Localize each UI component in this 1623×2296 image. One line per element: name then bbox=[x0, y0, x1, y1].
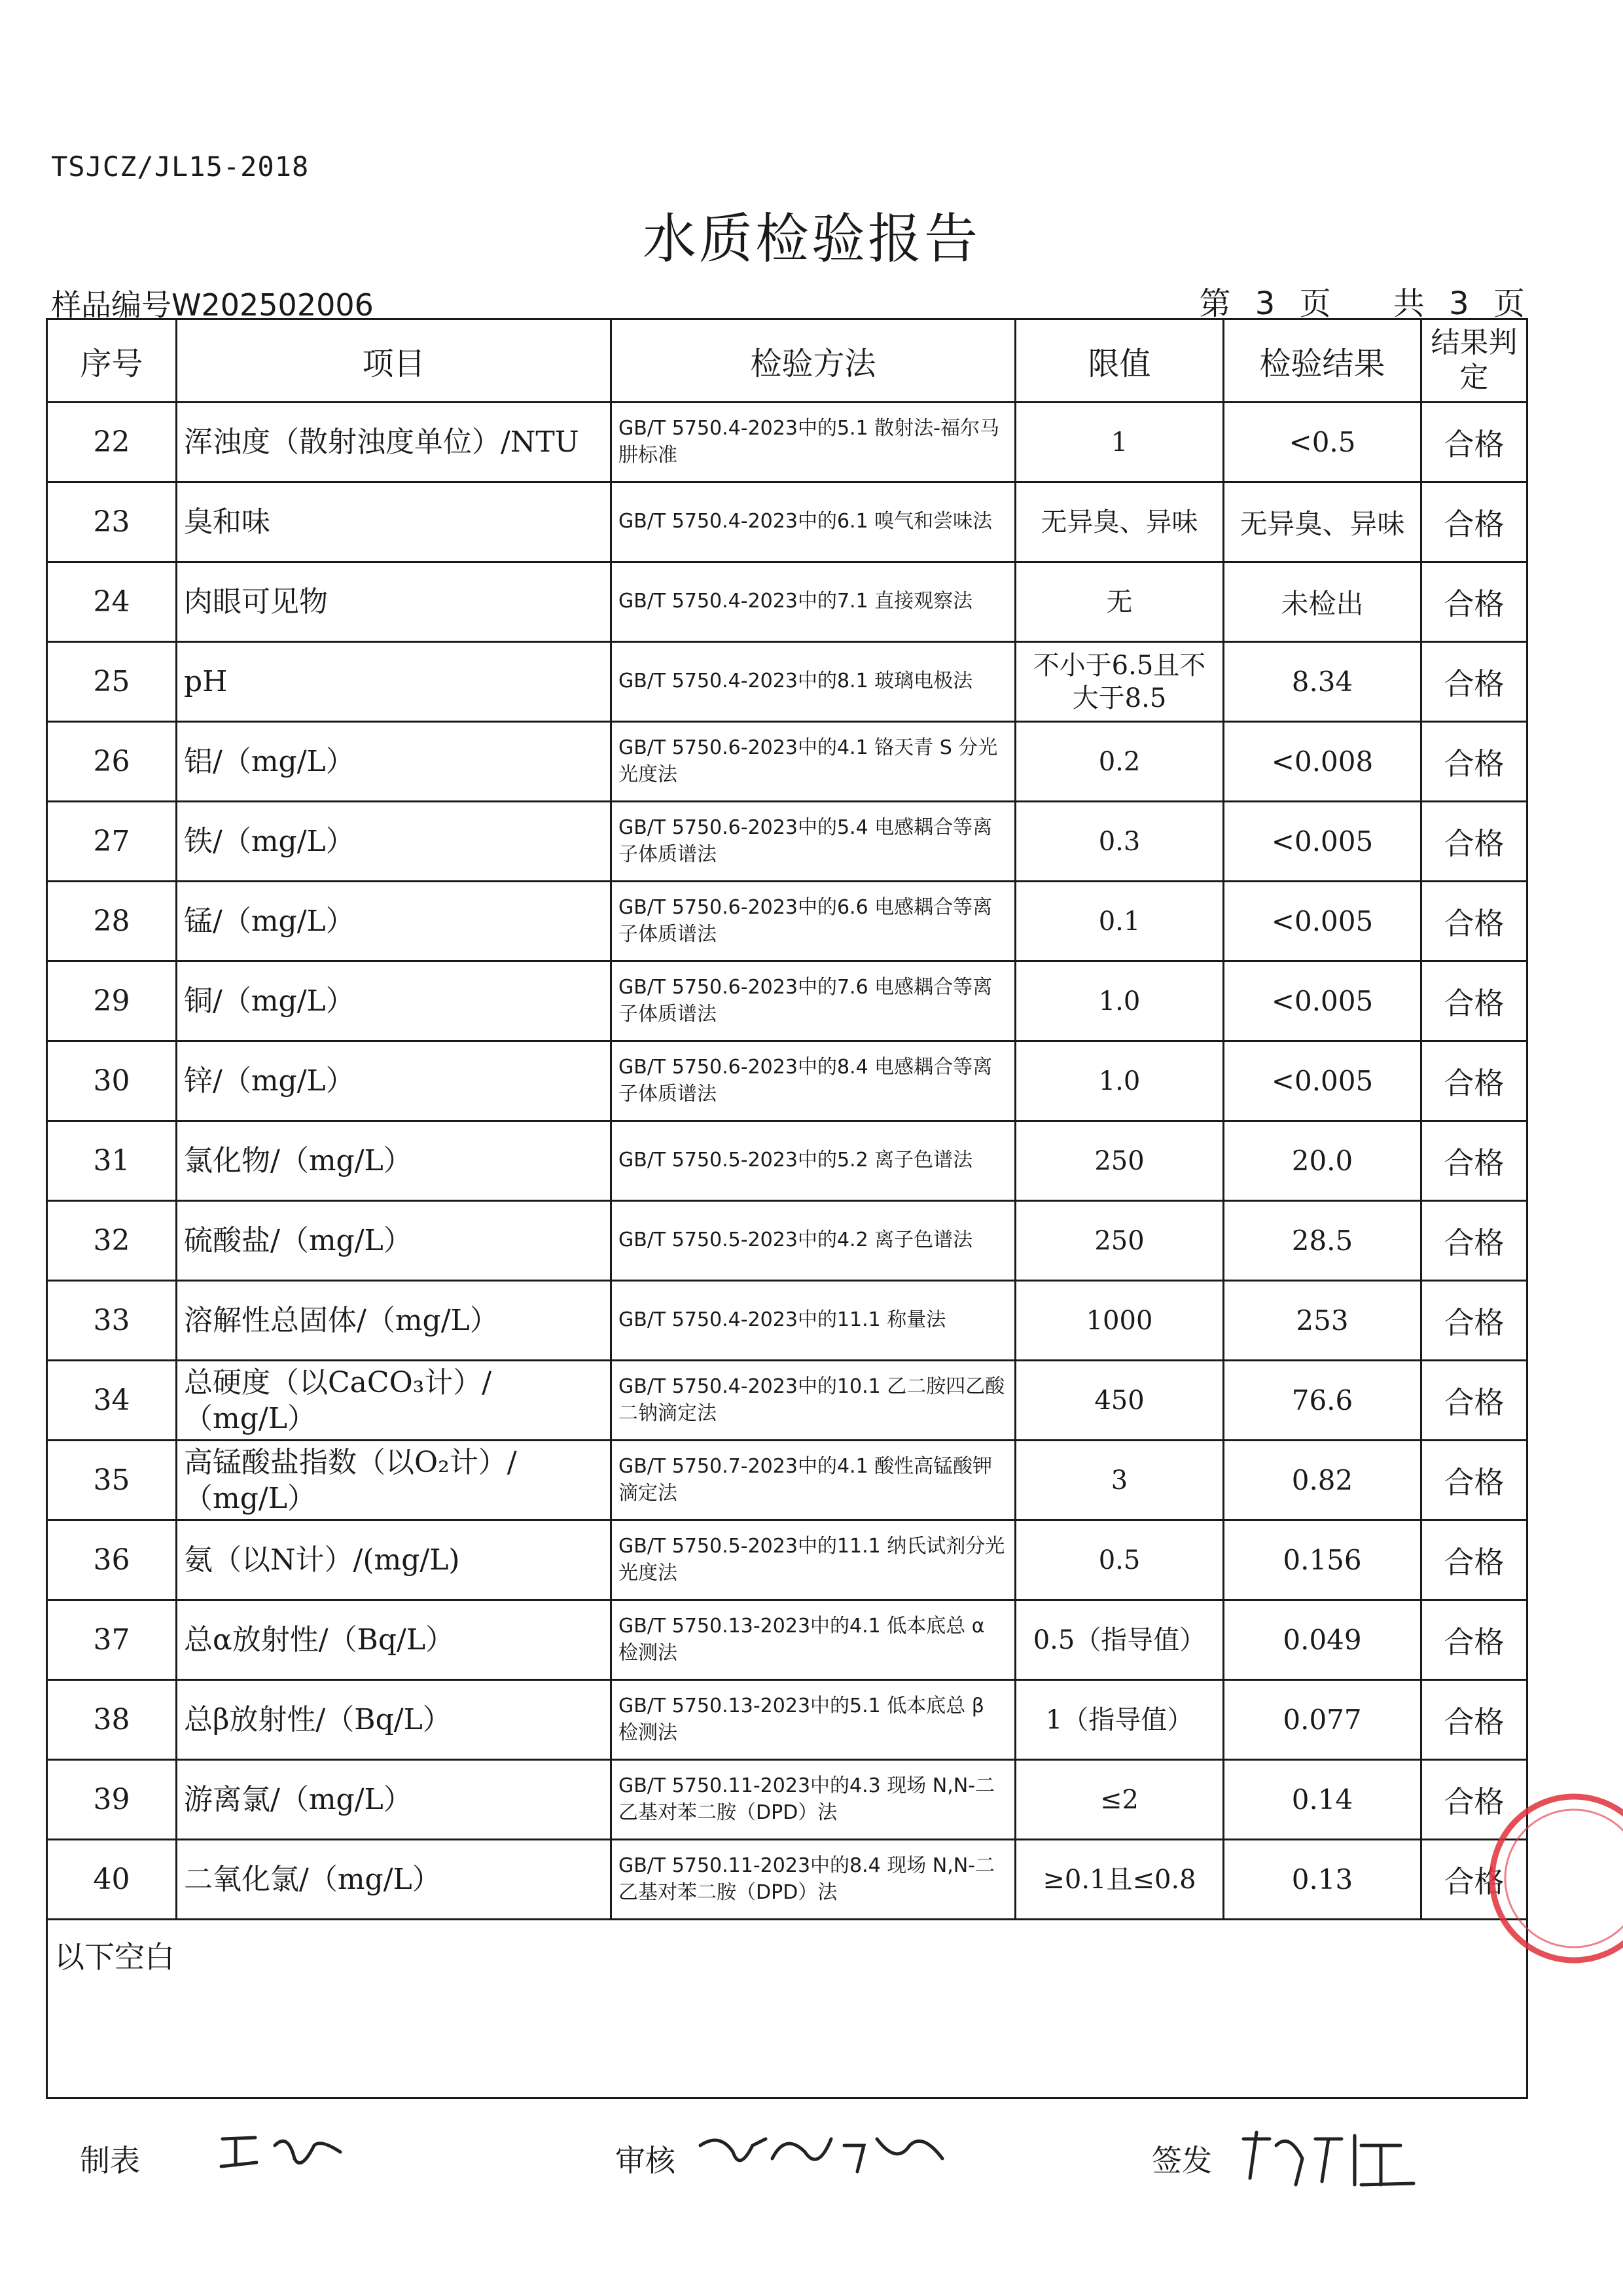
cell-result: 无异臭、异味 bbox=[1224, 482, 1421, 562]
cell-limit: 0.3 bbox=[1016, 802, 1224, 882]
column-header-method: 检验方法 bbox=[611, 319, 1016, 403]
cell-no: 22 bbox=[47, 403, 177, 482]
cell-verdict: 合格 bbox=[1421, 1441, 1527, 1520]
table-row bbox=[47, 1600, 1527, 1680]
inspection-table bbox=[46, 318, 1528, 2099]
cell-method: GB/T 5750.4-2023中的11.1 称量法 bbox=[611, 1281, 1016, 1361]
cell-method: GB/T 5750.6-2023中的4.1 铬天青 S 分光光度法 bbox=[611, 722, 1016, 802]
cell-method: GB/T 5750.4-2023中的7.1 直接观察法 bbox=[611, 562, 1016, 642]
cell-result: <0.005 bbox=[1224, 802, 1421, 882]
cell-verdict: 合格 bbox=[1421, 642, 1527, 722]
cell-item: 臭和味 bbox=[177, 482, 611, 562]
table-row bbox=[47, 1680, 1527, 1760]
cell-verdict: 合格 bbox=[1421, 562, 1527, 642]
cell-result: 8.34 bbox=[1224, 642, 1421, 722]
cell-no: 30 bbox=[47, 1041, 177, 1121]
sample-number: 样品编号W202502006 bbox=[51, 287, 374, 323]
table-row bbox=[47, 1441, 1527, 1520]
cell-limit: 1 bbox=[1016, 403, 1224, 482]
cell-limit: 3 bbox=[1016, 1441, 1224, 1520]
cell-result: <0.005 bbox=[1224, 961, 1421, 1041]
column-header-limit: 限值 bbox=[1016, 319, 1224, 403]
cell-verdict: 合格 bbox=[1421, 882, 1527, 961]
document-code: TSJCZ/JL15-2018 bbox=[51, 151, 310, 183]
table-row bbox=[47, 802, 1527, 882]
page-total-prefix: 共 bbox=[1393, 285, 1425, 322]
cell-item: 总β放射性/（Bq/L） bbox=[177, 1680, 611, 1760]
table-row bbox=[47, 1520, 1527, 1600]
cell-result: 253 bbox=[1224, 1281, 1421, 1361]
cell-limit: 1（指导值） bbox=[1016, 1680, 1224, 1760]
page-indicator bbox=[1185, 278, 1525, 323]
cell-verdict: 合格 bbox=[1421, 1041, 1527, 1121]
cell-no: 33 bbox=[47, 1281, 177, 1361]
cell-no: 29 bbox=[47, 961, 177, 1041]
table-row bbox=[47, 482, 1527, 562]
cell-method: GB/T 5750.6-2023中的6.6 电感耦合等离子体质谱法 bbox=[611, 882, 1016, 961]
cell-item: 氨（以N计）/(mg/L) bbox=[177, 1520, 611, 1600]
document-title: 水质检验报告 bbox=[642, 208, 980, 270]
cell-method: GB/T 5750.4-2023中的8.1 玻璃电极法 bbox=[611, 642, 1016, 722]
cell-limit: 0.5（指导值） bbox=[1016, 1600, 1224, 1680]
cell-limit: ≤2 bbox=[1016, 1760, 1224, 1840]
cell-item: 总α放射性/（Bq/L） bbox=[177, 1600, 611, 1680]
table-row bbox=[47, 1361, 1527, 1441]
cell-method: GB/T 5750.5-2023中的4.2 离子色谱法 bbox=[611, 1201, 1016, 1281]
cell-method: GB/T 5750.6-2023中的5.4 电感耦合等离子体质谱法 bbox=[611, 802, 1016, 882]
cell-limit: 无 bbox=[1016, 562, 1224, 642]
cell-no: 31 bbox=[47, 1121, 177, 1201]
cell-limit: 250 bbox=[1016, 1201, 1224, 1281]
cell-no: 23 bbox=[47, 482, 177, 562]
cell-verdict: 合格 bbox=[1421, 722, 1527, 802]
cell-no: 37 bbox=[47, 1600, 177, 1680]
cell-method: GB/T 5750.5-2023中的5.2 离子色谱法 bbox=[611, 1121, 1016, 1201]
table-row bbox=[47, 1121, 1527, 1201]
cell-item: 硫酸盐/（mg/L） bbox=[177, 1201, 611, 1281]
cell-limit: 1.0 bbox=[1016, 1041, 1224, 1121]
cell-no: 26 bbox=[47, 722, 177, 802]
cell-no: 34 bbox=[47, 1361, 177, 1441]
cell-method: GB/T 5750.6-2023中的7.6 电感耦合等离子体质谱法 bbox=[611, 961, 1016, 1041]
cell-item: 铝/（mg/L） bbox=[177, 722, 611, 802]
page-suffix: 页 bbox=[1493, 285, 1525, 322]
cell-result: 76.6 bbox=[1224, 1361, 1421, 1441]
cell-item: 铜/（mg/L） bbox=[177, 961, 611, 1041]
cell-item: 氯化物/（mg/L） bbox=[177, 1121, 611, 1201]
cell-limit: ≥0.1且≤0.8 bbox=[1016, 1840, 1224, 1920]
cell-no: 32 bbox=[47, 1201, 177, 1281]
cell-method: GB/T 5750.6-2023中的8.4 电感耦合等离子体质谱法 bbox=[611, 1041, 1016, 1121]
cell-method: GB/T 5750.4-2023中的5.1 散射法-福尔马肼标准 bbox=[611, 403, 1016, 482]
cell-limit: 不小于6.5且不大于8.5 bbox=[1016, 642, 1224, 722]
table-row bbox=[47, 1840, 1527, 1920]
cell-result: <0.005 bbox=[1224, 882, 1421, 961]
column-header-item: 项目 bbox=[177, 319, 611, 403]
cell-result: 0.049 bbox=[1224, 1600, 1421, 1680]
cell-verdict: 合格 bbox=[1421, 802, 1527, 882]
cell-limit: 0.5 bbox=[1016, 1520, 1224, 1600]
cell-verdict: 合格 bbox=[1421, 1121, 1527, 1201]
table-row bbox=[47, 1760, 1527, 1840]
cell-limit: 无异臭、异味 bbox=[1016, 482, 1224, 562]
table-header-row bbox=[47, 319, 1527, 403]
issued-by-label: 签发 bbox=[1152, 2143, 1212, 2178]
cell-item: 锰/（mg/L） bbox=[177, 882, 611, 961]
cell-method: GB/T 5750.11-2023中的8.4 现场 N,N-二乙基对苯二胺（DPD）法 bbox=[611, 1840, 1016, 1920]
column-header-no: 序号 bbox=[47, 319, 177, 403]
cell-limit: 450 bbox=[1016, 1361, 1224, 1441]
cell-method: GB/T 5750.5-2023中的11.1 纳氏试剂分光光度法 bbox=[611, 1520, 1016, 1600]
cell-result: 0.14 bbox=[1224, 1760, 1421, 1840]
cell-method: GB/T 5750.11-2023中的4.3 现场 N,N-二乙基对苯二胺（DPD）法 bbox=[611, 1760, 1016, 1840]
cell-no: 39 bbox=[47, 1760, 177, 1840]
cell-result: 0.13 bbox=[1224, 1840, 1421, 1920]
cell-item: 锌/（mg/L） bbox=[177, 1041, 611, 1121]
cell-verdict: 合格 bbox=[1421, 961, 1527, 1041]
cell-verdict: 合格 bbox=[1421, 1201, 1527, 1281]
reviewed-by-signature bbox=[694, 2119, 955, 2191]
cell-result: <0.008 bbox=[1224, 722, 1421, 802]
page-prefix: 第 bbox=[1199, 285, 1231, 322]
cell-item: 溶解性总固体/（mg/L） bbox=[177, 1281, 611, 1361]
column-header-verdict: 结果判定 bbox=[1421, 319, 1527, 403]
cell-verdict: 合格 bbox=[1421, 1281, 1527, 1361]
table-row bbox=[47, 562, 1527, 642]
cell-no: 24 bbox=[47, 562, 177, 642]
table-row bbox=[47, 1041, 1527, 1121]
table-row bbox=[47, 642, 1527, 722]
prepared-by-signature bbox=[216, 2119, 347, 2185]
table-row bbox=[47, 882, 1527, 961]
cell-result: <0.005 bbox=[1224, 1041, 1421, 1121]
table-row bbox=[47, 403, 1527, 482]
cell-item: 浑浊度（散射浊度单位）/NTU bbox=[177, 403, 611, 482]
blank-note: 以下空白 bbox=[47, 1920, 1527, 2098]
cell-result: 0.156 bbox=[1224, 1520, 1421, 1600]
cell-limit: 1000 bbox=[1016, 1281, 1224, 1361]
cell-result: 未检出 bbox=[1224, 562, 1421, 642]
cell-verdict: 合格 bbox=[1421, 403, 1527, 482]
table-row bbox=[47, 961, 1527, 1041]
cell-verdict: 合格 bbox=[1421, 1680, 1527, 1760]
cell-no: 36 bbox=[47, 1520, 177, 1600]
blank-row bbox=[47, 1920, 1527, 2098]
table-row bbox=[47, 1281, 1527, 1361]
cell-no: 25 bbox=[47, 642, 177, 722]
cell-no: 28 bbox=[47, 882, 177, 961]
cell-limit: 0.2 bbox=[1016, 722, 1224, 802]
cell-item: pH bbox=[177, 642, 611, 722]
cell-limit: 1.0 bbox=[1016, 961, 1224, 1041]
cell-result: 20.0 bbox=[1224, 1121, 1421, 1201]
table-row bbox=[47, 722, 1527, 802]
cell-method: GB/T 5750.4-2023中的10.1 乙二胺四乙酸二钠滴定法 bbox=[611, 1361, 1016, 1441]
cell-verdict: 合格 bbox=[1421, 1361, 1527, 1441]
cell-method: GB/T 5750.13-2023中的4.1 低本底总 α 检测法 bbox=[611, 1600, 1016, 1680]
cell-item: 游离氯/（mg/L） bbox=[177, 1760, 611, 1840]
cell-verdict: 合格 bbox=[1421, 1600, 1527, 1680]
cell-method: GB/T 5750.13-2023中的5.1 低本底总 β 检测法 bbox=[611, 1680, 1016, 1760]
cell-no: 38 bbox=[47, 1680, 177, 1760]
cell-limit: 0.1 bbox=[1016, 882, 1224, 961]
table-row bbox=[47, 1201, 1527, 1281]
cell-limit: 250 bbox=[1016, 1121, 1224, 1201]
cell-result: 0.077 bbox=[1224, 1680, 1421, 1760]
cell-method: GB/T 5750.4-2023中的6.1 嗅气和尝味法 bbox=[611, 482, 1016, 562]
cell-method: GB/T 5750.7-2023中的4.1 酸性高锰酸钾滴定法 bbox=[611, 1441, 1016, 1520]
cell-no: 27 bbox=[47, 802, 177, 882]
table-body bbox=[47, 403, 1527, 1920]
cell-item: 高锰酸盐指数（以O₂计）/（mg/L） bbox=[177, 1441, 611, 1520]
reviewed-by-label: 审核 bbox=[615, 2143, 675, 2178]
cell-item: 肉眼可见物 bbox=[177, 562, 611, 642]
cell-item: 总硬度（以CaCO₃计）/（mg/L） bbox=[177, 1361, 611, 1441]
page-total: 3 bbox=[1449, 285, 1469, 322]
cell-item: 铁/（mg/L） bbox=[177, 802, 611, 882]
cell-item: 二氧化氯/（mg/L） bbox=[177, 1840, 611, 1920]
cell-verdict: 合格 bbox=[1421, 482, 1527, 562]
page-mid: 页 bbox=[1299, 285, 1331, 322]
cell-result: 28.5 bbox=[1224, 1201, 1421, 1281]
red-seal-stamp bbox=[1476, 1780, 1623, 1977]
issued-by-signature bbox=[1230, 2119, 1427, 2198]
page-current: 3 bbox=[1255, 285, 1275, 322]
cell-verdict: 合格 bbox=[1421, 1520, 1527, 1600]
column-header-result: 检验结果 bbox=[1224, 319, 1421, 403]
prepared-by-label: 制表 bbox=[80, 2143, 140, 2178]
cell-no: 35 bbox=[47, 1441, 177, 1520]
cell-result: 0.82 bbox=[1224, 1441, 1421, 1520]
cell-no: 40 bbox=[47, 1840, 177, 1920]
cell-result: <0.5 bbox=[1224, 403, 1421, 482]
cell-verdict: 合格 bbox=[1421, 1840, 1527, 1920]
cell-verdict: 合格 bbox=[1421, 1760, 1527, 1840]
